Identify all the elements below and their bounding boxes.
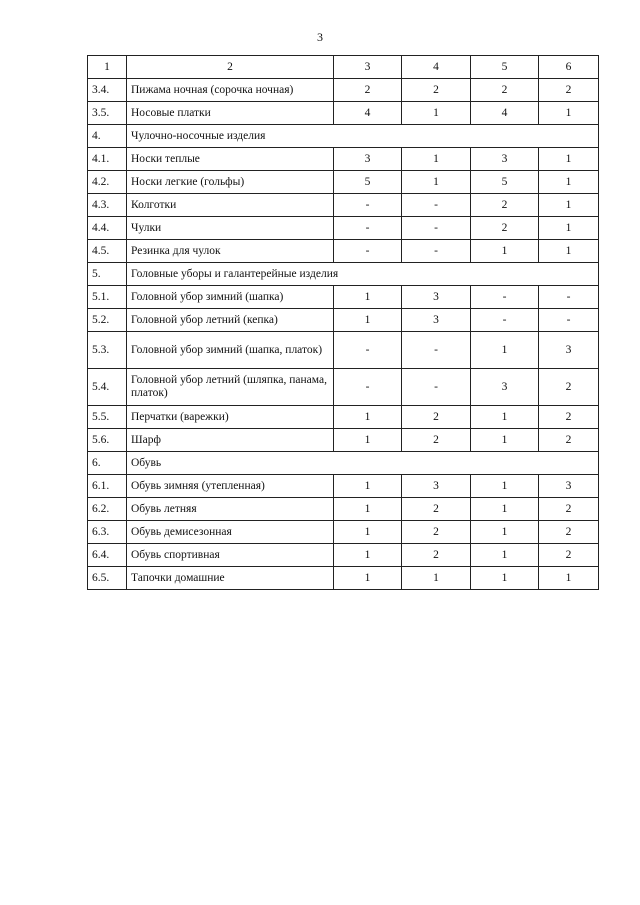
item-number: 3.4. (88, 79, 127, 102)
table-row (88, 429, 599, 452)
item-name: Носовые платки (127, 102, 334, 125)
value-col-5: 1 (471, 240, 539, 263)
item-name: Пижама ночная (сорочка ночная) (127, 79, 334, 102)
item-name: Шарф (127, 429, 334, 452)
table-row (88, 475, 599, 498)
value-col-3: 2 (334, 79, 402, 102)
table-row (88, 521, 599, 544)
col-header-3: 3 (334, 56, 402, 79)
section-number: 5. (88, 263, 127, 286)
table-row (88, 148, 599, 171)
value-col-3: 1 (334, 475, 402, 498)
item-name: Обувь демисезонная (127, 521, 334, 544)
section-row (88, 263, 599, 286)
item-number: 5.1. (88, 286, 127, 309)
value-col-4: 1 (402, 567, 471, 590)
value-col-6: 1 (539, 102, 599, 125)
value-col-3: 1 (334, 286, 402, 309)
item-name: Головной убор зимний (шапка, платок) (127, 332, 334, 369)
table-row (88, 309, 599, 332)
item-name: Носки легкие (гольфы) (127, 171, 334, 194)
value-col-3: 1 (334, 567, 402, 590)
section-row (88, 452, 599, 475)
value-col-3: - (334, 240, 402, 263)
table-row (88, 286, 599, 309)
item-name: Головной убор летний (кепка) (127, 309, 334, 332)
value-col-3: 5 (334, 171, 402, 194)
value-col-6: 1 (539, 148, 599, 171)
value-col-4: 2 (402, 498, 471, 521)
value-col-5: - (471, 286, 539, 309)
value-col-6: 1 (539, 240, 599, 263)
item-number: 5.4. (88, 369, 127, 406)
value-col-5: 5 (471, 171, 539, 194)
value-col-4: 2 (402, 521, 471, 544)
item-number: 4.3. (88, 194, 127, 217)
norms-table (87, 55, 599, 590)
section-row (88, 125, 599, 148)
table-row (88, 171, 599, 194)
table-row (88, 567, 599, 590)
value-col-4: 3 (402, 309, 471, 332)
section-number: 6. (88, 452, 127, 475)
section-title: Обувь (127, 452, 599, 475)
value-col-3: 1 (334, 406, 402, 429)
value-col-5: 1 (471, 429, 539, 452)
value-col-4: 1 (402, 102, 471, 125)
value-col-6: 2 (539, 79, 599, 102)
item-number: 5.2. (88, 309, 127, 332)
item-number: 6.5. (88, 567, 127, 590)
value-col-5: 2 (471, 194, 539, 217)
value-col-4: - (402, 332, 471, 369)
value-col-5: 1 (471, 475, 539, 498)
table-row (88, 406, 599, 429)
value-col-5: 1 (471, 498, 539, 521)
value-col-4: 3 (402, 286, 471, 309)
value-col-5: 2 (471, 217, 539, 240)
table-row (88, 102, 599, 125)
value-col-3: 1 (334, 544, 402, 567)
value-col-6: 2 (539, 521, 599, 544)
value-col-5: 2 (471, 79, 539, 102)
table-header-row (88, 56, 599, 79)
value-col-5: 1 (471, 521, 539, 544)
value-col-6: 1 (539, 217, 599, 240)
value-col-4: 1 (402, 171, 471, 194)
item-name: Обувь спортивная (127, 544, 334, 567)
item-number: 4.1. (88, 148, 127, 171)
value-col-6: - (539, 309, 599, 332)
value-col-3: 3 (334, 148, 402, 171)
item-name: Носки теплые (127, 148, 334, 171)
value-col-3: 4 (334, 102, 402, 125)
item-number: 6.4. (88, 544, 127, 567)
value-col-4: - (402, 240, 471, 263)
value-col-5: 3 (471, 369, 539, 406)
value-col-3: 1 (334, 521, 402, 544)
value-col-4: 1 (402, 148, 471, 171)
value-col-6: - (539, 286, 599, 309)
value-col-6: 1 (539, 567, 599, 590)
section-number: 4. (88, 125, 127, 148)
item-number: 6.3. (88, 521, 127, 544)
item-name: Тапочки домашние (127, 567, 334, 590)
value-col-4: 2 (402, 429, 471, 452)
col-header-5: 5 (471, 56, 539, 79)
value-col-3: - (334, 194, 402, 217)
table-row (88, 369, 599, 406)
col-header-2: 2 (127, 56, 334, 79)
item-number: 6.2. (88, 498, 127, 521)
value-col-3: 1 (334, 429, 402, 452)
value-col-3: - (334, 217, 402, 240)
col-header-1: 1 (88, 56, 127, 79)
value-col-6: 1 (539, 171, 599, 194)
item-name: Резинка для чулок (127, 240, 334, 263)
item-number: 5.6. (88, 429, 127, 452)
value-col-3: 1 (334, 309, 402, 332)
section-title: Чулочно-носочные изделия (127, 125, 599, 148)
item-name: Головной убор зимний (шапка) (127, 286, 334, 309)
item-number: 5.3. (88, 332, 127, 369)
table-row (88, 240, 599, 263)
item-name: Чулки (127, 217, 334, 240)
value-col-4: 2 (402, 544, 471, 567)
value-col-6: 2 (539, 498, 599, 521)
value-col-6: 3 (539, 332, 599, 369)
table-row (88, 544, 599, 567)
value-col-4: 2 (402, 79, 471, 102)
value-col-4: 3 (402, 475, 471, 498)
item-number: 3.5. (88, 102, 127, 125)
item-name: Обувь зимняя (утепленная) (127, 475, 334, 498)
item-name: Перчатки (варежки) (127, 406, 334, 429)
item-number: 4.5. (88, 240, 127, 263)
value-col-6: 3 (539, 475, 599, 498)
value-col-5: 4 (471, 102, 539, 125)
value-col-4: 2 (402, 406, 471, 429)
col-header-6: 6 (539, 56, 599, 79)
value-col-3: - (334, 369, 402, 406)
value-col-6: 2 (539, 406, 599, 429)
item-number: 5.5. (88, 406, 127, 429)
value-col-3: 1 (334, 498, 402, 521)
value-col-4: - (402, 217, 471, 240)
value-col-4: - (402, 369, 471, 406)
value-col-5: 1 (471, 567, 539, 590)
item-name: Головной убор летний (шляпка, панама, платок) (127, 369, 334, 406)
table-row (88, 332, 599, 369)
value-col-5: - (471, 309, 539, 332)
item-name: Обувь летняя (127, 498, 334, 521)
value-col-6: 1 (539, 194, 599, 217)
value-col-6: 2 (539, 544, 599, 567)
value-col-3: - (334, 332, 402, 369)
table-row (88, 194, 599, 217)
value-col-6: 2 (539, 429, 599, 452)
item-number: 4.4. (88, 217, 127, 240)
col-header-4: 4 (402, 56, 471, 79)
value-col-5: 1 (471, 544, 539, 567)
value-col-5: 1 (471, 332, 539, 369)
item-name: Колготки (127, 194, 334, 217)
value-col-6: 2 (539, 369, 599, 406)
table-body (88, 56, 599, 590)
table-row (88, 217, 599, 240)
table-row (88, 79, 599, 102)
value-col-4: - (402, 194, 471, 217)
item-number: 6.1. (88, 475, 127, 498)
page-number: 3 (317, 30, 323, 44)
section-title: Головные уборы и галантерейные изделия (127, 263, 599, 286)
table-row (88, 498, 599, 521)
item-number: 4.2. (88, 171, 127, 194)
value-col-5: 3 (471, 148, 539, 171)
value-col-5: 1 (471, 406, 539, 429)
